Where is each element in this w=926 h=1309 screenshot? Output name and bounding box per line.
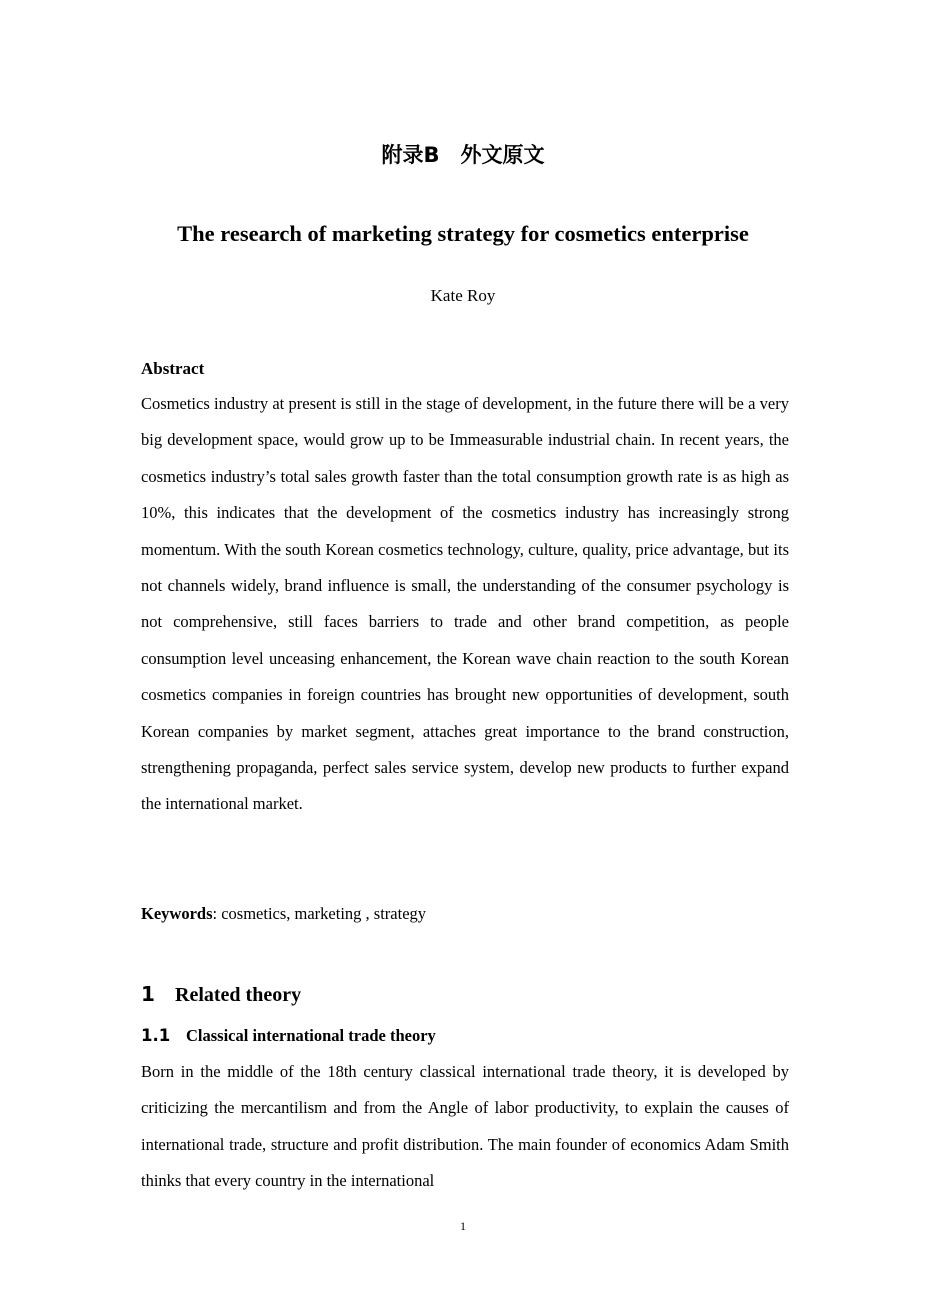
paper-title: The research of marketing strategy for cosmetics enterprise [177, 221, 749, 246]
appendix-title: 附录B 外文原文 [381, 143, 545, 167]
keywords-label: Keywords [141, 904, 213, 923]
abstract-heading: Abstract [141, 359, 205, 378]
section-number: 1 [141, 982, 155, 1006]
subsection-heading [141, 1024, 436, 1048]
keywords-line [141, 902, 426, 926]
author-name: Kate Roy [430, 286, 496, 305]
abstract-body: Cosmetics industry at present is still in the stage of development, in the future there will be a very big development space, would grow up to be Immeasurable industrial chain. In recent years, the cosmetics industry’s total sales growth faster than the total consumption growth rate is as high as 10%, this indicates that the development of the cosmetics industry has increasingly strong momentum. With the south Korean cosmetics technology, culture, quality, price advantage, but its not channels widely, brand influence is small, the understanding of the consumer psychology is not comprehensive, still faces barriers to trade and other brand competition, as people consumption level unceasing enhancement, the Korean wave chain reaction to the south Korean cosmetics companies in foreign countries has brought new opportunities of development, south Korean companies by market segment, attaches great importance to the brand construction, strengthening propaganda, perfect sales service system, develop new products to further expand the international market. [141, 394, 789, 814]
page-number: 1 [460, 1219, 466, 1233]
subsection-number: 1.1 [141, 1026, 171, 1045]
subsection-body: Born in the middle of the 18th century classical international trade theory, it is developed by criticizing the mercantilism and from the Angle of labor productivity, to explain the causes of international trade, structure and profit distribution. The main founder of economics Adam Smith thinks that every country in the international [141, 1062, 789, 1191]
keywords-text: : cosmetics, marketing , strategy [212, 904, 427, 923]
subsection-title: Classical international trade theory [186, 1026, 436, 1045]
section-title: Related theory [175, 984, 302, 1006]
section-heading [141, 980, 301, 1009]
